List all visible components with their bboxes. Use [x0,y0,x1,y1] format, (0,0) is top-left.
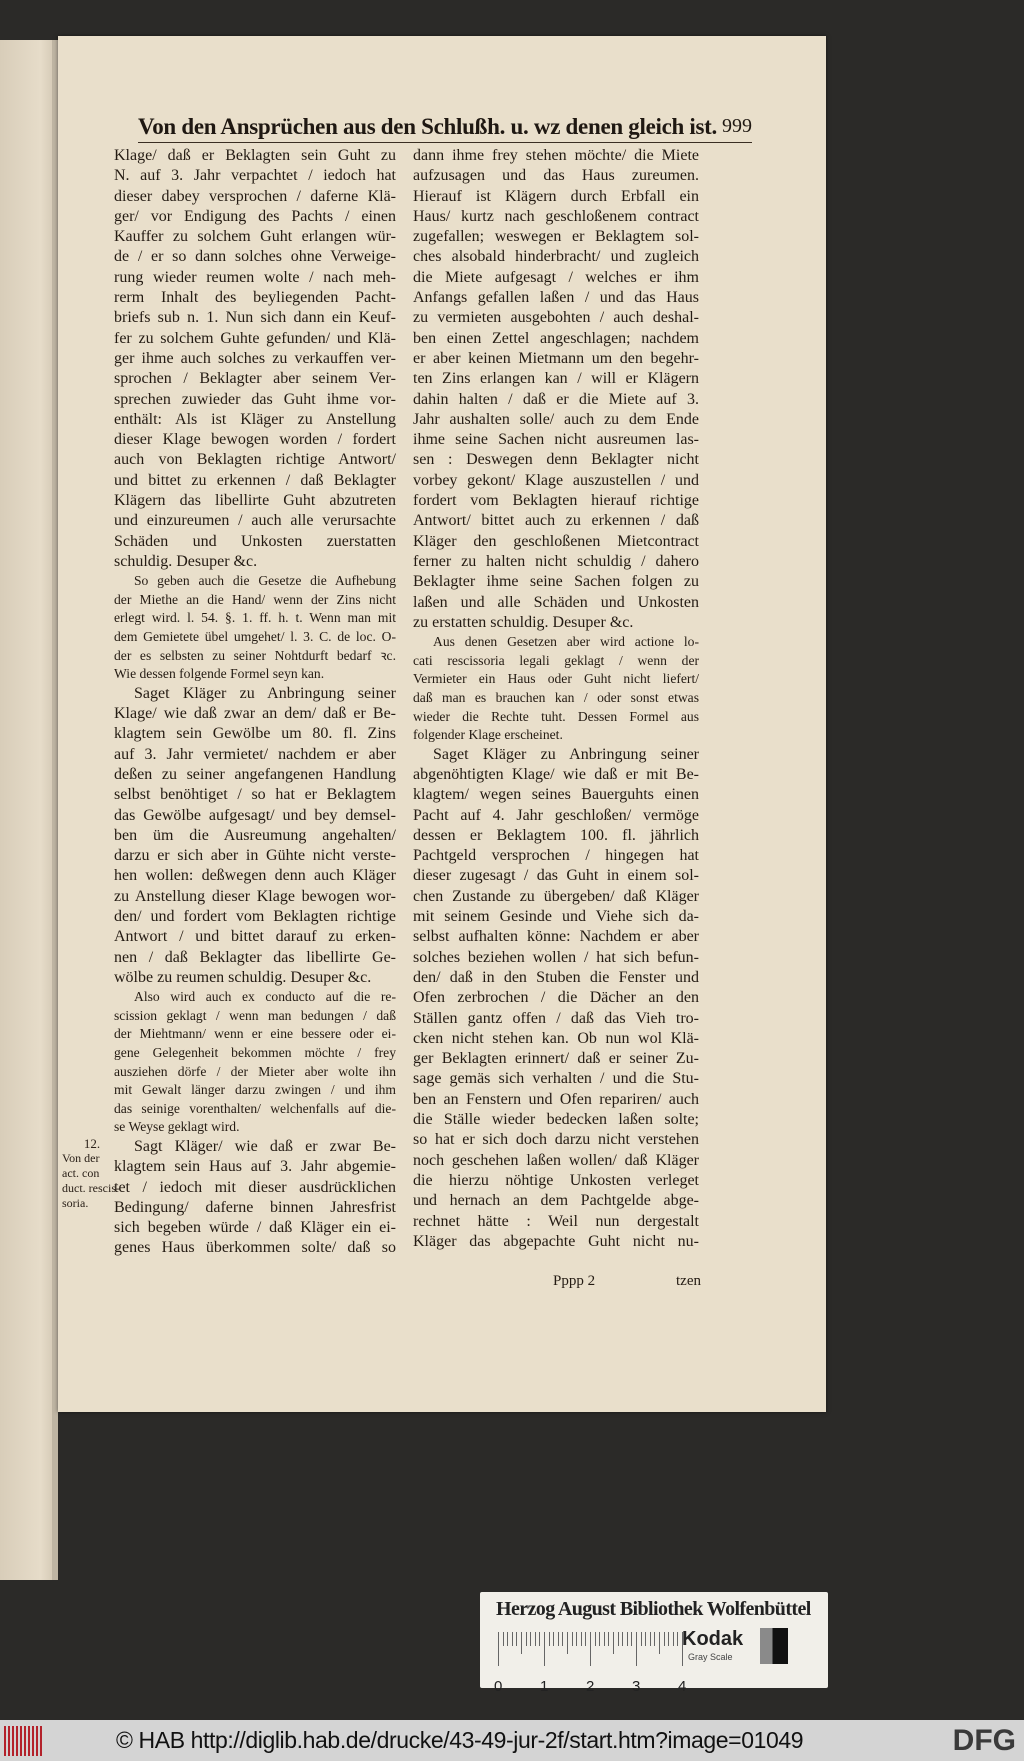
book-page [58,36,826,1412]
ruler-tick [585,1632,586,1646]
text-line: nen / daß Beklagter das libellirte Ge- [114,948,396,966]
text-line: dieser zugesagt / das Guht in einem sol- [413,867,699,885]
ruler-tick [581,1632,582,1646]
ruler-tick [498,1632,499,1666]
text-line: fordert vom Beklagten hierauf richtige [413,492,699,510]
text-line: Antwort/ bittet auch zu erkennen / daß [413,512,699,530]
running-title: Von den Ansprüchen aus den Schlußh. u. wz denen gleich ist. [138,114,717,139]
text-line: den/ daß in den Stuben die Fenster und [413,968,699,986]
commentary-paragraph [114,572,396,684]
ruler-label: 2 [586,1678,595,1695]
text-line: das seinige vorenthalten/ welchenfalls auf die- [114,1100,396,1116]
ruler-tick [535,1632,536,1646]
gray-scale-label: Gray Scale [688,1652,733,1662]
ruler-tick [526,1632,527,1646]
ruler-tick [503,1632,504,1646]
text-line: sich begeben würde / daß Kläger ein ei- [114,1219,396,1237]
text-line: folgender Klage erscheinet. [413,727,563,743]
text-line: Haus/ kurtz nach geschloßenem contract [413,207,699,225]
ruler-tick [590,1632,591,1666]
page-number: 999 [722,115,752,137]
text-line: wieder die Rechte tuht. Dessen Formel aus [413,708,699,724]
text-line: de / er so dann solches ohne Verweige- [114,248,396,266]
text-line: und hernach an dem Pachtgelde abge- [413,1192,699,1210]
text-line: und bittet zu erkennen / daß Beklagter [114,471,396,489]
ruler-tick [599,1632,600,1646]
text-line: rung wieder reumen wolte / nach meh- [114,268,396,286]
ruler-tick [549,1632,550,1646]
ruler-tick [673,1632,674,1646]
ruler-label: 0 [494,1678,503,1695]
text-line: ten Zins erlangen kan / will er Klägern [413,370,699,388]
text-line: zugefallen; weswegen er Beklagtem sol- [413,228,699,246]
text-line: Sagt Kläger/ wie daß er zwar Be- [134,1138,396,1155]
text-line: Klage/ daß er Beklagten sein Guht zu [114,147,396,164]
text-line: Antwort / und bittet darauf zu erken- [114,928,396,946]
margin-note-line: soria. [62,1196,89,1210]
ruler-tick [516,1632,517,1646]
text-line: rerm Inhalt des beyliegenden Pacht- [114,289,396,307]
text-line: auf 3. Jahr vermietet/ nachdem er aber [114,745,396,763]
text-line: Beklagter ihme seine Sachen folgen zu [413,573,699,591]
text-line: dessen er Beklagtem 100. fl. jährlich [413,826,699,844]
ruler-tick [567,1632,568,1654]
ruler-label: 1 [540,1678,549,1695]
source-url[interactable]: © HAB http://diglib.hab.de/drucke/43-49-jur-2f/start.htm?image=01049 [116,1727,804,1753]
text-line: ben an Fenstern und Ofen repariren/ auch [413,1090,699,1108]
ruler-tick [562,1632,563,1646]
text-line: klagtem sein Haus auf 3. Jahr abgemie- [114,1158,396,1176]
text-line: der Miethe an die Hand/ wenn der Zins nicht [114,591,396,607]
margin-note-line: duct. rescis- [62,1181,120,1195]
pleading-paragraph [413,745,699,1252]
text-line: cati rescissoria legali geklagt / wenn der [413,652,699,668]
commentary-paragraph [114,988,396,1137]
text-line: sprochen / Beklagter aber seinem Ver- [114,370,396,388]
text-line: zu erstatten schuldig. Desuper &c. [413,613,634,631]
ruler-tick [558,1632,559,1646]
ruler-tick [604,1632,605,1646]
footer-bar [0,1720,1024,1761]
text-line: gene Gelegenheit bekommen möchte / frey [114,1045,396,1061]
text-line: se Weyse geklagt wird. [114,1119,240,1135]
text-line: der Miehtmann/ wenn er eine bessere oder ei- [114,1026,396,1042]
ruler-tick [631,1632,632,1646]
text-line: die Ställe wieder bedecken laßen solte; [413,1111,699,1129]
text-line: dahin halten / daß er die Miete auf 3. [413,390,699,408]
running-header [138,112,752,143]
ruler-tick [512,1632,513,1646]
text-line: Kauffer zu solchem Guht erlangen wür- [114,228,396,246]
text-line: enthält: Als ist Kläger zu Anstellung [114,410,396,428]
text-line: Bedingung/ daferne binnen Jahresfrist [114,1198,396,1216]
ruler-tick [544,1632,545,1666]
ruler-tick [576,1632,577,1646]
left-text-column [114,146,396,1259]
text-line: deßen zu seiner angefangenen Handlung [114,765,396,783]
text-line: Pachtgeld versprochen / hingegen hat [413,847,699,865]
text-line: genes Haus überkommen solte/ daß so [114,1239,396,1257]
text-line: So geben auch die Gesetze die Aufhebung [134,573,396,589]
ruler-tick [507,1632,508,1646]
text-line: klagtem sein Gewölbe um 80. fl. Zins [114,725,396,743]
text-line: ches alsobald hinderbracht/ und zugleich [413,248,699,266]
text-line: die Miete aufgesagt / welches er ihm [413,268,699,286]
text-line: dieser Klage bewogen worden / fordert [114,431,396,449]
commentary-paragraph [413,633,699,745]
text-line: den/ und fordert vom Beklagten richtige [114,908,396,926]
text-line: ger/ vor Endigung des Pachts / einen [114,207,396,225]
text-line: zu vermieten ausgebohten / auch deshal- [413,309,699,327]
text-line: fer zu solchem Guhte gefunden/ und Klä- [114,329,396,347]
text-line: Pacht auf 4. Jahr geschloßen/ vermöge [413,806,699,824]
ruler-tick [668,1632,669,1646]
text-line: ben üm die Ausreumung angehalten/ [114,826,396,844]
text-line: Also wird auch ex conducto auf die re- [134,989,396,1005]
text-line: wölbe zu reumen schuldig. Desuper &c. [114,968,372,986]
ruler-tick [613,1632,614,1654]
ruler-tick [659,1632,660,1654]
text-line: der es selbsten zu seiner Nohtdurft bedarf ꝛc. [114,647,396,663]
text-line: und einzureumen / auch alle verursachte [114,512,396,530]
ruler-tick [664,1632,665,1646]
ruler-label: 4 [678,1678,687,1695]
text-line: Vermieter ein Haus oder Guht nicht liefert/ [413,671,699,687]
ruler-tick [521,1632,522,1654]
ruler-tick [618,1632,619,1646]
text-line: noch geschehen laßen wollen/ daß Kläger [413,1151,699,1169]
text-line: tet / iedoch mit dieser ausdrücklichen [114,1178,396,1196]
margin-note-line: act. con [62,1166,100,1180]
text-line: Klägern das libellirte Guht abzutreten [114,492,396,510]
text-line: schuldig. Desuper &c. [114,552,258,570]
library-name: Herzog August Bibliothek Wolfenbüttel [496,1598,811,1620]
text-line: Aus denen Gesetzen aber wird actione lo- [433,634,699,650]
pleading-paragraph [114,1137,396,1259]
text-line: aufzusagen und das Haus zureumen. [413,167,699,185]
text-line: Kläger den geschloßenen Mietcontract [413,532,699,550]
ruler-label: 3 [632,1678,641,1695]
text-line: Saget Kläger zu Anbringung seiner [134,684,396,702]
text-line: solches beziehen wollen / hat sich befun- [413,948,699,966]
ruler-tick [553,1632,554,1646]
text-line: Jahr aushalten solle/ auch zu dem Ende [413,410,699,428]
text-line: das Gewölbe aufgesagt/ und bey demsel- [114,806,396,824]
text-line: Hierauf ist Klägern durch Erbfall ein [413,187,699,205]
text-line: Schäden und Unkosten zuerstatten [114,532,396,550]
ruler-tick [645,1632,646,1646]
text-line: chen Zustande zu übergeben/ daß Kläger [413,887,699,905]
text-line: die hierzu nöhtige Unkosten verleget [413,1171,699,1189]
text-line: ausziehen dörfe / der Mieter aber wolte ihn [114,1063,396,1079]
text-line: vorbey gekont/ Klage auszustellen / und [413,471,699,489]
ruler-tick [641,1632,642,1646]
text-line: dann ihme frey stehen möchte/ die Miete [413,147,699,164]
text-line: cken nicht stehen kan. Ob nun wol Klä- [413,1029,699,1047]
right-text-column [413,146,699,1252]
text-line: erlegt wird. l. 54. §. 1. ff. h. t. Wenn man mit [114,610,396,626]
pleading-paragraph [114,146,396,572]
text-line: Ofen zerbrochen / die Dächer an den [413,989,699,1007]
text-line: Ställen gantz offen / daß das Vieh tro- [413,1009,699,1027]
text-line: sage gemäs sich verhalten / und die Stu- [413,1070,699,1088]
text-line: mit Gewalt länger darzu zwingen / und ihm [114,1082,396,1098]
text-line: scission geklagt / wenn man bedungen / daß [114,1007,396,1023]
margin-note [62,1136,122,1211]
ruler-tick [654,1632,655,1646]
text-line: Anfangs gefallen laßen / und das Haus [413,289,699,307]
text-line: selbst benöhtiget / so hat er Beklagtem [114,786,396,804]
text-line: er aber keinen Mietmann um den begehr- [413,349,699,367]
ruler-tick [595,1632,596,1646]
text-line: ger ihme auch solches zu verkauffen ver- [114,349,396,367]
text-line: Saget Kläger zu Anbringung seiner [433,745,699,763]
text-line: ger Beklagten erinnert/ daß er seiner Zu- [413,1050,699,1068]
ruler-tick [627,1632,628,1646]
text-line: hen wollen: deßwegen denn auch Kläger [114,867,396,885]
pleading-paragraph [114,684,396,988]
text-line: N. auf 3. Jahr verpachtet / iedoch hat [114,167,396,185]
margin-note-line: Von der [62,1151,100,1165]
ruler-tick [608,1632,609,1646]
text-line: sen : Deswegen denn Beklagter nicht [413,451,699,469]
text-line: Kläger das abgepachte Guht nicht nu- [413,1232,699,1250]
text-line: daß man es brauchen kan / oder sonst etwas [413,689,699,705]
text-line: zu Anstellung dieser Klage bewogen wor- [114,887,396,905]
text-line: Wie dessen folgende Formel seyn kan. [114,666,325,682]
catchword: tzen [676,1273,701,1289]
text-line: abgenöhtigten Klage/ wie daß er mit Be- [413,765,699,783]
ruler-tick [636,1632,637,1666]
text-line: so hat er sich doch darzu nicht verstehen [413,1131,699,1149]
text-line: mit seinem Gesinde und Viehe sich da- [413,908,699,926]
ruler-tick [650,1632,651,1646]
text-line: selbst aufhalten könne: Nachdem er aber [413,928,699,946]
ruler-tick [530,1632,531,1646]
color-calibration-card [480,1592,828,1695]
dfg-logo: DFG [952,1724,1016,1757]
text-line: Klage/ wie daß zwar an dem/ daß er Be- [114,705,396,723]
signature-mark: Pppp 2 [553,1273,596,1289]
text-line: dem Gemietete übel umgehet/ l. 3. C. de loc. O- [114,629,396,645]
ruler-scale [494,1632,688,1695]
text-line: briefs sub n. 1. Nun sich dann ein Keuf- [114,309,396,327]
text-line: dieser dabey versprochen / daferne Klä- [114,187,396,205]
kodak-logo: Kodak [682,1628,744,1650]
text-line: ihme seine Sachen nicht ausreumen las- [413,431,699,449]
text-line: auch von Beklagten richtige Antwort/ [114,451,396,469]
ruler-tick [622,1632,623,1646]
pleading-paragraph [413,146,699,633]
hab-logo-icon [4,1726,44,1756]
text-line: darzu er sich aber in Gühte nicht verste- [114,847,396,865]
gray-swatch [760,1628,788,1664]
ruler-tick [572,1632,573,1646]
text-line: sprechen zuwieder das Guht ihme vor- [114,390,396,408]
text-line: ben einen Zettel angeschlagen; nachdem [413,329,699,347]
text-line: klagtem/ wegen seines Bauerguhts einen [413,786,699,804]
ruler-tick [539,1632,540,1646]
text-line: laßen und alle Schäden und Unkosten [413,593,699,611]
text-line: ferner zu halten nicht schuldig / dahero [413,552,699,570]
facing-page-edge [0,40,58,1580]
text-line: rechnet hätte : Weil nun dergestalt [413,1212,699,1230]
margin-note-number: 12. [83,1136,101,1151]
ruler-tick [677,1632,678,1646]
